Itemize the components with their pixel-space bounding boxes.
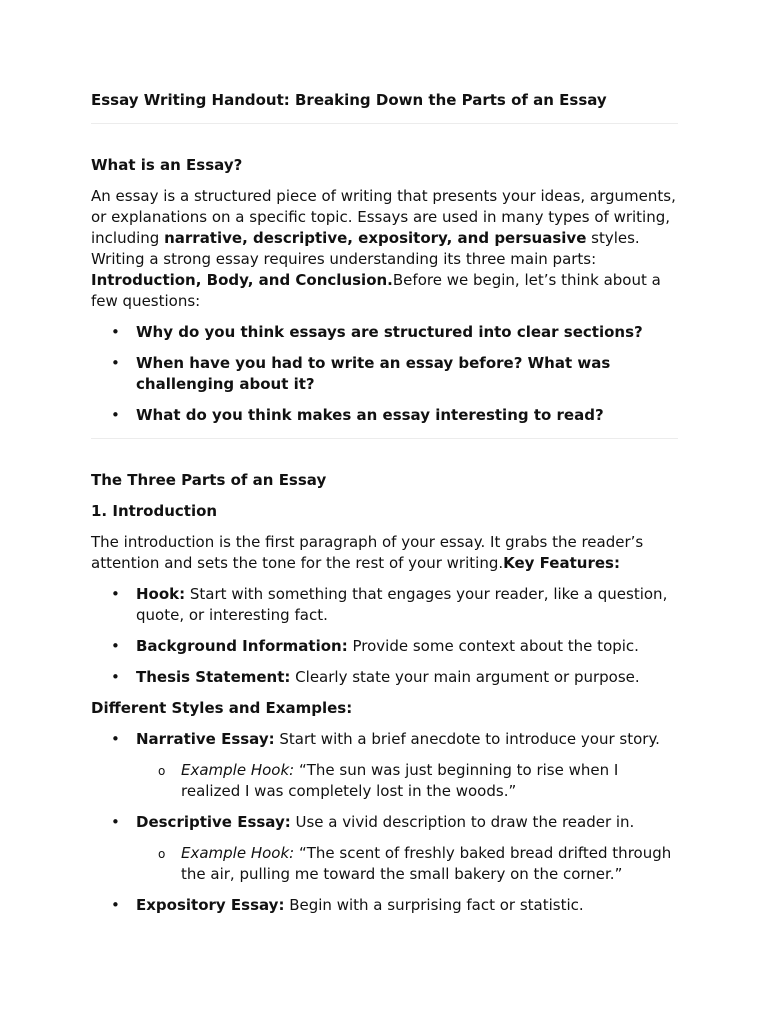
- list-item: • Expository Essay: Begin with a surprising fact or statistic.: [91, 895, 678, 916]
- example-sublist: [136, 760, 678, 802]
- list-item: • Narrative Essay: Start with a brief anecdote to introduce your story. o Example Hook: “The sun was just beginning to rise when I realized I was completely lost in the woods.”: [91, 729, 678, 802]
- three-parts-heading: The Three Parts of an Essay: [91, 471, 327, 489]
- introduction-heading: 1. Introduction: [91, 502, 218, 520]
- essay-definition-paragraph: An essay is a structured piece of writing that presents your ideas, arguments, or explanations on a specific topic. Essays are used in many types of writing, including narrative, descriptive, expository, and persuasive styles. Writing a strong essay requires understanding its three main parts: Introduction, Body, and Conclusion.Before we begin, let’s think about a few questions:: [91, 187, 676, 310]
- list-item: • Thesis Statement: Clearly state your main argument or purpose.: [91, 667, 678, 688]
- list-item: • Background Information: Provide some context about the topic.: [91, 636, 678, 657]
- section-divider: [91, 123, 678, 124]
- list-item: o Example Hook: “The scent of freshly baked bread drifted through the air, pulling me toward the small bakery on the corner.”: [136, 843, 678, 885]
- document-title: Essay Writing Handout: Breaking Down the Parts of an Essay: [91, 91, 607, 109]
- list-item: • Hook: Start with something that engages your reader, like a question, quote, or interesting fact.: [91, 584, 678, 626]
- what-is-essay-heading: What is an Essay?: [91, 156, 243, 174]
- list-item: • Why do you think essays are structured into clear sections?: [91, 322, 678, 343]
- essay-styles-list: [91, 729, 678, 916]
- reflection-questions-list: [91, 322, 678, 426]
- section-divider: [91, 438, 678, 439]
- list-item: • What do you think makes an essay interesting to read?: [91, 405, 678, 426]
- key-features-list: [91, 584, 678, 688]
- introduction-paragraph: The introduction is the first paragraph of your essay. It grabs the reader’s attention and sets the tone for the rest of your writing.Key Features:: [91, 533, 644, 572]
- list-item: • When have you had to write an essay before? What was challenging about it?: [91, 353, 678, 395]
- example-sublist: [136, 843, 678, 885]
- styles-heading: Different Styles and Examples:: [91, 699, 353, 717]
- list-item: • Descriptive Essay: Use a vivid description to draw the reader in. o Example Hook: “The scent of freshly baked bread drifted through the air, pulling me toward the small bakery on the corner.”: [91, 812, 678, 885]
- list-item: o Example Hook: “The sun was just beginning to rise when I realized I was completely lost in the woods.”: [136, 760, 678, 802]
- handout-page: [91, 90, 678, 916]
